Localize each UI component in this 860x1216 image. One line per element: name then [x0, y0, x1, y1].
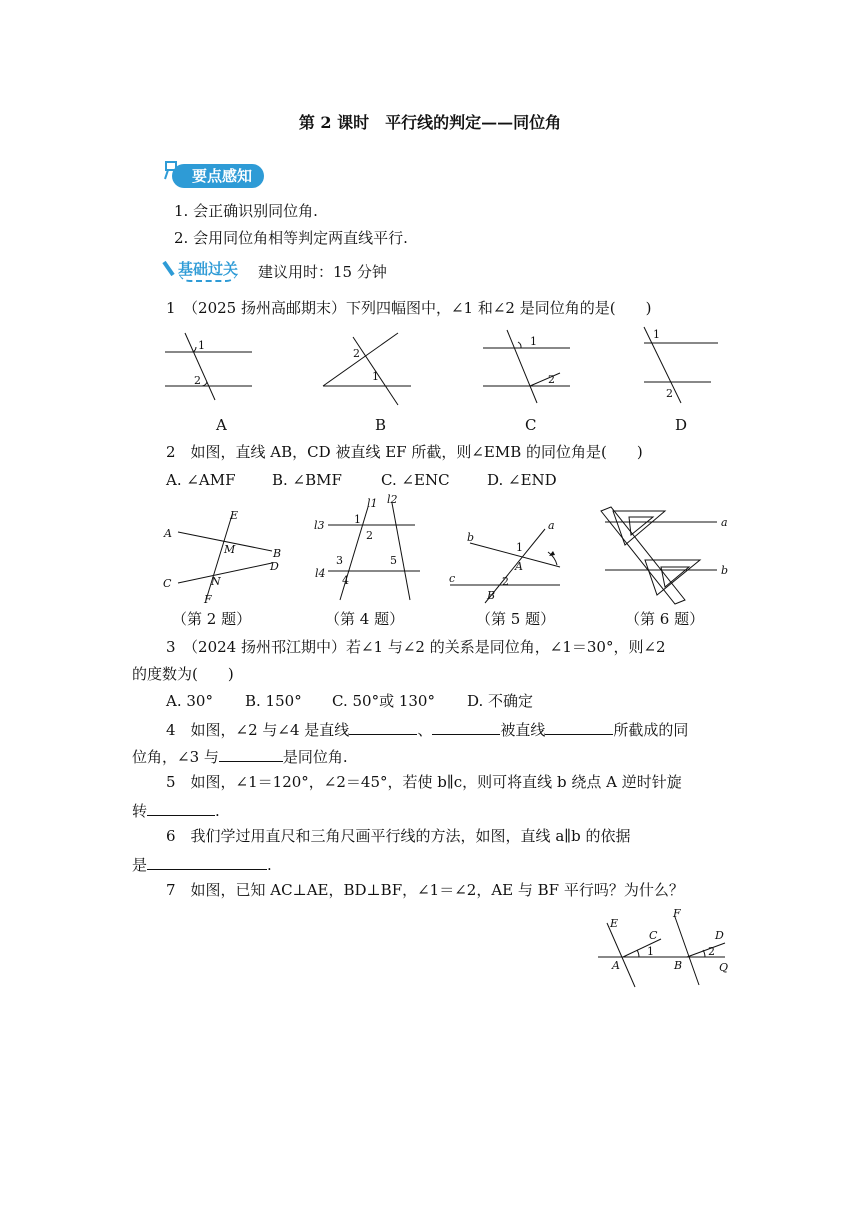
svg-text:E: E [230, 509, 239, 522]
svg-text:B: B [487, 589, 496, 602]
suggested-time: 建议用时：15 分钟 [258, 263, 387, 281]
angle-label: 1 [198, 339, 205, 352]
q2-option-c: C. ∠ENC [381, 471, 450, 489]
page-title: 第 2 课时 平行线的判定——同位角 [298, 113, 562, 132]
svg-text:C: C [163, 577, 172, 590]
key-point-2: 2. 会用同位角相等判定两直线平行. [174, 229, 408, 247]
svg-text:A: A [612, 959, 620, 972]
svg-text:Q: Q [719, 961, 729, 974]
caption-q5: （第 5 题） [476, 610, 556, 628]
svg-text:5: 5 [390, 554, 397, 567]
svg-text:1: 1 [647, 945, 654, 958]
svg-text:4: 4 [342, 574, 349, 587]
q1-figure-a [160, 325, 260, 405]
svg-text:l3: l3 [314, 519, 325, 532]
svg-text:B: B [674, 959, 683, 972]
svg-text:2: 2 [366, 529, 373, 542]
pencil-icon [162, 260, 176, 278]
angle-label: 2 [194, 374, 201, 387]
svg-text:2: 2 [502, 575, 509, 588]
svg-text:E: E [610, 917, 619, 930]
q2-option-d: D. ∠END [487, 471, 557, 489]
q3-option-c: C. 50°或 130° [332, 692, 435, 710]
question-4-line1: 4 如图，∠2 与∠4 是直线 、 被直线 所截成的同 [166, 718, 688, 740]
q1-figure-c [480, 325, 580, 405]
caption-q6: （第 6 题） [625, 610, 705, 628]
svg-text:l1: l1 [367, 497, 378, 510]
svg-text:D: D [270, 560, 279, 573]
answer-blank[interactable] [545, 718, 613, 735]
svg-text:C: C [649, 929, 658, 942]
svg-text:D: D [715, 929, 724, 942]
question-5-line1: 5 如图，∠1＝120°，∠2＝45°，若使 b∥c，则可将直线 b 绕点 A 逆时针旋 [166, 773, 682, 791]
svg-text:N: N [211, 575, 221, 588]
question-1: 1 （2025 扬州高邮期末）下列四幅图中，∠1 和∠2 是同位角的是( ) [166, 299, 652, 317]
q1-figure-d [636, 325, 726, 405]
svg-text:a: a [721, 516, 728, 529]
svg-text:A: A [515, 560, 523, 573]
question-5-line2: 转 . [132, 799, 220, 821]
section-badge-key-points: 要点感知 [172, 164, 264, 188]
figure-q5 [445, 515, 565, 605]
key-point-1: 1. 会正确识别同位角. [174, 202, 318, 220]
q1-figure-b [318, 325, 418, 405]
angle-label: 1 [530, 335, 537, 348]
svg-text:1: 1 [516, 541, 523, 554]
svg-text:3: 3 [336, 554, 343, 567]
svg-text:A: A [164, 527, 172, 540]
answer-blank[interactable] [432, 718, 500, 735]
section-badge-basics: 基础过关 [178, 258, 238, 282]
figure-q7 [595, 905, 735, 995]
figure-q2 [160, 505, 290, 605]
option-label-c: C [525, 416, 537, 434]
svg-text:b: b [721, 564, 729, 577]
question-2: 2 如图，直线 AB，CD 被直线 EF 所截，则∠EMB 的同位角是( ) [166, 443, 643, 461]
caption-q2: （第 2 题） [172, 610, 252, 628]
svg-text:F: F [204, 593, 212, 606]
svg-text:F: F [673, 907, 681, 920]
question-3-line2: 的度数为( ) [132, 665, 234, 683]
question-6-line1: 6 我们学过用直尺和三角尺画平行线的方法，如图，直线 a∥b 的依据 [166, 827, 631, 845]
caption-q4: （第 4 题） [325, 610, 405, 628]
angle-label: 2 [353, 347, 360, 360]
answer-blank[interactable] [147, 799, 215, 816]
option-label-a: A [216, 416, 227, 434]
option-label-b: B [375, 416, 387, 434]
svg-text:l4: l4 [315, 567, 326, 580]
answer-blank[interactable] [147, 853, 267, 870]
angle-label: 2 [666, 387, 673, 400]
q3-option-a: A. 30° [166, 692, 213, 710]
q2-option-b: B. ∠BMF [272, 471, 342, 489]
svg-text:c: c [449, 572, 456, 585]
svg-text:M: M [224, 543, 236, 556]
figure-q6 [595, 505, 735, 605]
svg-text:B: B [273, 547, 282, 560]
question-6-line2: 是 . [132, 853, 272, 875]
svg-text:1: 1 [354, 513, 361, 526]
figure-q4 [310, 495, 430, 605]
q2-option-a: A. ∠AMF [166, 471, 236, 489]
q3-option-d: D. 不确定 [467, 692, 534, 710]
option-label-d: D [675, 416, 688, 434]
answer-blank[interactable] [349, 718, 417, 735]
svg-text:b: b [467, 531, 475, 544]
svg-text:2: 2 [708, 945, 715, 958]
question-4-line2: 位角，∠3 与 是同位角. [132, 745, 348, 767]
angle-label: 1 [372, 370, 379, 383]
question-7: 7 如图，已知 AC⊥AE，BD⊥BF，∠1＝∠2，AE 与 BF 平行吗？为什么？ [166, 881, 684, 899]
q3-option-b: B. 150° [245, 692, 302, 710]
angle-label: 1 [653, 328, 660, 341]
svg-text:a: a [548, 519, 555, 532]
angle-label: 2 [548, 373, 555, 386]
answer-blank[interactable] [219, 745, 283, 762]
question-3-line1: 3 （2024 扬州邗江期中）若∠1 与∠2 的关系是同位角，∠1＝30°，则∠2 [166, 638, 666, 656]
svg-text:l2: l2 [387, 493, 398, 506]
